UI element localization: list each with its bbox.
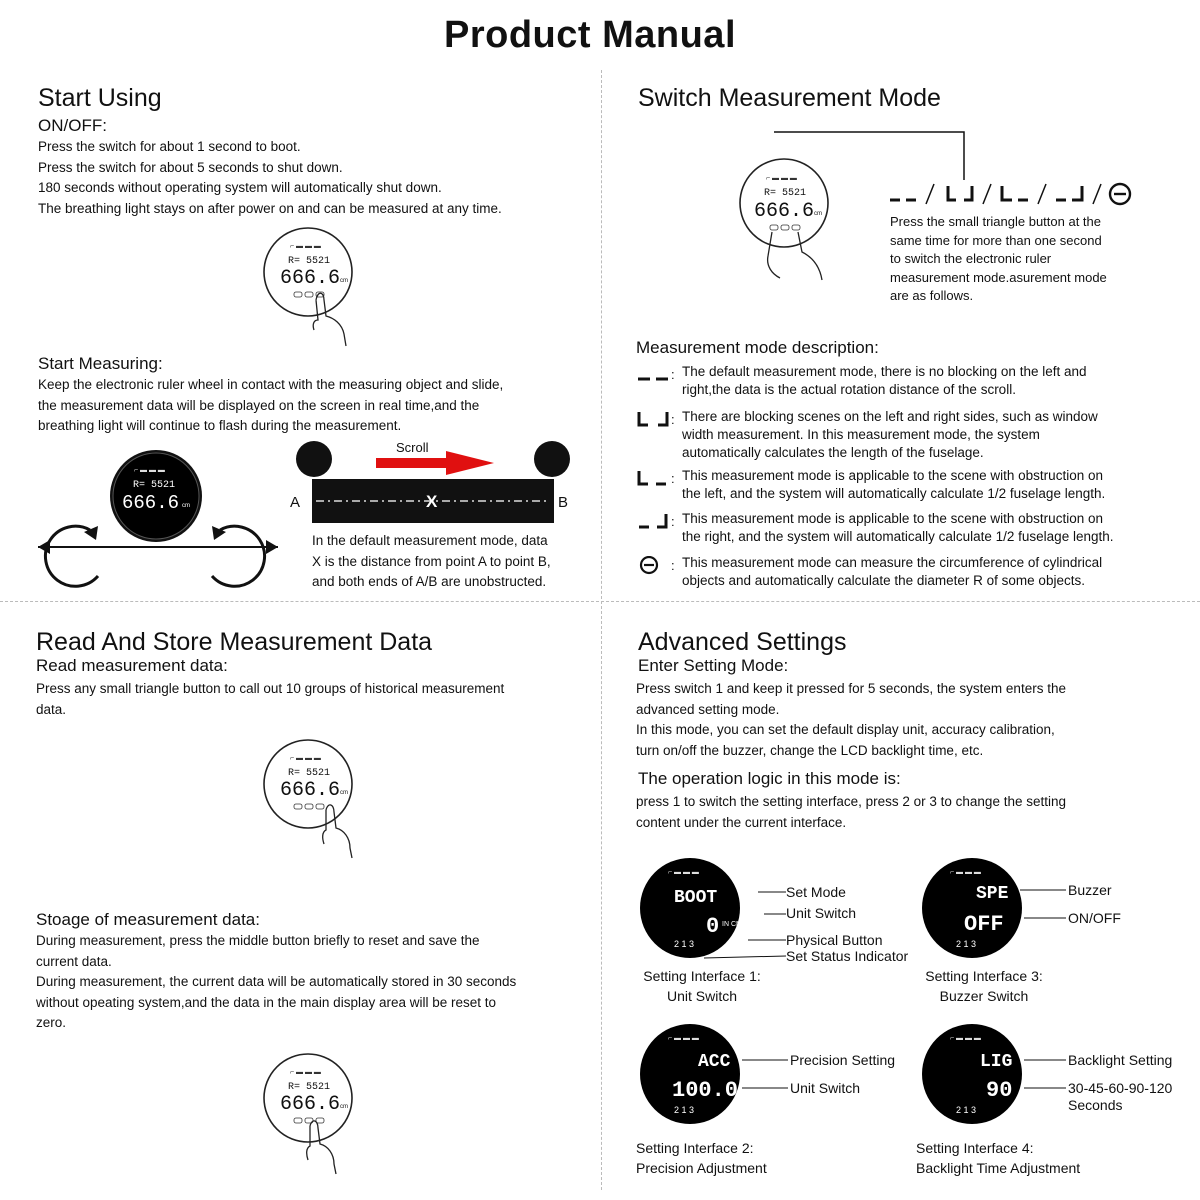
scroll-desc-line: X is the distance from point A to point B,	[312, 553, 551, 569]
onoff-line: The breathing light stays on after power on and can be measured at any time.	[38, 200, 502, 216]
device-top-line: R= 5521	[288, 1082, 331, 1093]
caption-line: Precision Adjustment	[636, 1160, 767, 1176]
read-line: data.	[36, 701, 67, 717]
onoff-line: Press the switch for about 5 seconds to shut down.	[38, 159, 343, 175]
interface-buttons: 2 1 3	[674, 1105, 695, 1115]
read-data-text	[36, 679, 504, 720]
setting-interface-3-display	[920, 852, 1080, 972]
device-top-line: R= 5521	[764, 188, 807, 199]
interface-1-label-unit-switch: Unit Switch	[786, 905, 857, 921]
interface-2-label-unit-switch: Unit Switch	[790, 1080, 861, 1096]
device-main-value: 666.6	[122, 492, 180, 514]
interface-4-label-seconds-values: 30-45-60-90-120	[1068, 1080, 1173, 1096]
device-top-line: R= 5521	[133, 480, 176, 491]
svg-text:⌐ ▬ ▬ ▬: ⌐ ▬ ▬ ▬	[290, 1069, 321, 1076]
point-x-label: X	[426, 492, 438, 511]
svg-text::: :	[671, 558, 675, 573]
setting-interface-2-display	[638, 1018, 798, 1138]
onoff-line: 180 seconds without operating system will automatically shut down.	[38, 180, 442, 195]
interface-1-label-physical-button: Physical Button	[786, 932, 883, 948]
caption-line: Setting Interface 4:	[916, 1140, 1034, 1156]
interface-unit: IN CM	[722, 921, 742, 928]
mode-line: the right, and the system will automatically calculate 1/2 fuselage length.	[682, 529, 1114, 544]
measuring-line: breathing light will continue to flash during the measurement.	[38, 418, 402, 433]
interface-top-value: LIG	[980, 1052, 1013, 1072]
start-measuring-title: Start Measuring:	[38, 354, 163, 373]
caption-line: Buzzer Switch	[939, 988, 1029, 1004]
mode-description-title: Measurement mode description:	[636, 338, 879, 357]
device-unit: cm	[814, 211, 822, 217]
mode-none-icon	[636, 365, 676, 385]
device-main-value: 666.6	[280, 267, 341, 290]
onoff-text	[38, 137, 502, 219]
storage-line: without opeating system,and the data in the main display area will be reset to	[36, 994, 497, 1010]
onoff-title: ON/OFF:	[38, 116, 107, 135]
caption-line: Backlight Time Adjustment	[916, 1160, 1081, 1176]
point-a-label: A	[290, 494, 301, 511]
mode-line: automatically calculates the length of the fuselage.	[682, 445, 984, 460]
svg-text:⌐ ▬ ▬ ▬: ⌐ ▬ ▬ ▬	[290, 243, 321, 250]
mode-text	[682, 363, 1192, 399]
svg-text:⌐ ▬ ▬ ▬: ⌐ ▬ ▬ ▬	[134, 467, 165, 474]
mode-line: width measurement. In this measurement mode, the system	[682, 427, 1040, 442]
mode-text	[682, 467, 1192, 503]
read-device-illustration	[260, 732, 370, 862]
mode-line: There are blocking scenes on the left and right sides, such as window	[682, 409, 1098, 424]
storage-line: current data.	[36, 953, 112, 969]
interface-1-caption	[636, 966, 768, 1006]
enter-setting-title: Enter Setting Mode:	[638, 656, 789, 675]
storage-title: Stoage of measurement data:	[36, 910, 260, 929]
logic-line: press 1 to switch the setting interface, press 2 or 3 to change the setting	[636, 794, 1066, 809]
caption-line: Unit Switch	[666, 988, 738, 1004]
read-line: Press any small triangle button to call out 10 groups of historical measurement	[36, 681, 505, 696]
caption-line: Setting Interface 2:	[636, 1140, 754, 1156]
mode-text	[682, 554, 1192, 590]
start-using-heading: Start Using	[38, 84, 162, 112]
storage-line: During measurement, the current data will be automatically stored in 30 seconds	[36, 974, 517, 989]
svg-text:⌐ ▬ ▬ ▬: ⌐ ▬ ▬ ▬	[950, 869, 981, 876]
interface-buttons: 2 1 3	[674, 939, 695, 949]
interface-bottom-value: 90	[986, 1078, 1013, 1103]
onoff-line: Press the switch for about 1 second to boot.	[38, 139, 301, 154]
interface-top-value: SPE	[976, 884, 1009, 904]
interface-3-caption	[914, 966, 1054, 1006]
svg-text:⌐ ▬ ▬ ▬: ⌐ ▬ ▬ ▬	[668, 1035, 699, 1042]
interface-3-label-buzzer: Buzzer	[1068, 882, 1112, 898]
switch-mode-desc-line: are as follows.	[890, 288, 974, 303]
interface-bottom-value: OFF	[964, 912, 1004, 937]
enter-line: advanced setting mode.	[636, 701, 780, 717]
operation-logic-title: The operation logic in this mode is:	[638, 769, 901, 788]
measuring-line: Keep the electronic ruler wheel in contact with the measuring object and slide,	[38, 377, 504, 392]
advanced-heading: Advanced Settings	[638, 628, 847, 656]
rolling-device-illustration	[30, 450, 290, 595]
switch-mode-desc-line: Press the small triangle button at the	[890, 214, 1102, 229]
read-data-title: Read measurement data:	[36, 656, 228, 675]
switch-mode-desc-line: measurement mode.asurement mode	[890, 269, 1107, 285]
interface-buttons: 2 1 3	[956, 939, 977, 949]
scroll-distance-diagram	[286, 435, 586, 535]
scroll-desc-line: and both ends of A/B are unobstructed.	[312, 574, 547, 589]
switch-mode-heading: Switch Measurement Mode	[638, 84, 941, 112]
enter-line: Press switch 1 and keep it pressed for 5 seconds, the system enters the	[636, 681, 1066, 696]
logic-line: content under the current interface.	[636, 814, 847, 830]
interface-top-value: BOOT	[674, 888, 718, 908]
mode-line: objects and automatically calculate the diameter R of some objects.	[682, 573, 1085, 588]
svg-text:⌐ ▬ ▬ ▬: ⌐ ▬ ▬ ▬	[668, 869, 699, 876]
svg-text::: :	[671, 471, 675, 486]
measuring-line: the measurement data will be displayed on the screen in real time,and the	[38, 397, 480, 413]
interface-4-label-seconds: Seconds	[1068, 1097, 1123, 1113]
mode-sequence-icons	[888, 178, 1168, 208]
interface-bottom-value: 0	[706, 914, 720, 939]
interface-1-label-status-indicator: Set Status Indicator	[786, 948, 909, 964]
mode-line: This measurement mode is applicable to the scene with obstruction on	[682, 511, 1103, 526]
mode-line: This measurement mode is applicable to the scene with obstruction on	[682, 468, 1103, 483]
caption-line: Setting Interface 1:	[643, 968, 761, 984]
interface-bottom-value: 100.0	[672, 1078, 739, 1103]
mode-line: right,the data is the actual rotation distance of the scroll.	[682, 382, 1016, 397]
read-store-heading: Read And Store Measurement Data	[36, 628, 433, 656]
horizontal-divider	[0, 601, 1200, 602]
svg-text:⌐ ▬ ▬ ▬: ⌐ ▬ ▬ ▬	[950, 1035, 981, 1042]
svg-text::: :	[671, 412, 675, 427]
svg-text:⌐ ▬ ▬ ▬: ⌐ ▬ ▬ ▬	[766, 175, 797, 182]
storage-line: During measurement, press the middle button briefly to reset and save the	[36, 933, 480, 948]
scroll-desc-line: In the default measurement mode, data	[312, 533, 548, 548]
mode-line: This measurement mode can measure the circumference of cylindrical	[682, 555, 1103, 570]
vertical-divider	[601, 70, 602, 1190]
interface-2-label-precision: Precision Setting	[790, 1052, 896, 1068]
interface-4-label-backlight: Backlight Setting	[1068, 1052, 1173, 1068]
scroll-description	[312, 531, 551, 593]
switch-mode-desc-line: same time for more than one second	[890, 232, 1102, 248]
device-unit: cm	[340, 1104, 348, 1110]
enter-setting-text	[636, 679, 1066, 761]
scroll-label: Scroll	[396, 440, 429, 455]
page-title: Product Manual	[443, 14, 737, 56]
mode-both-icon	[636, 410, 676, 430]
device-with-hand-illustration	[260, 220, 370, 350]
switch-mode-desc-line: to switch the electronic ruler	[890, 251, 1052, 266]
mode-line: The default measurement mode, there is no blocking on the left and	[682, 364, 1087, 379]
switch-mode-description	[890, 213, 1107, 306]
storage-text	[36, 931, 516, 1034]
device-top-line: R= 5521	[288, 768, 331, 779]
setting-interface-4-display	[920, 1018, 1080, 1138]
mode-circle-icon	[636, 556, 676, 576]
svg-text:⌐ ▬ ▬ ▬: ⌐ ▬ ▬ ▬	[290, 755, 321, 762]
caption-line: Setting Interface 3:	[925, 968, 1043, 984]
interface-4-caption	[916, 1138, 1116, 1178]
interface-3-label-onoff: ON/OFF	[1068, 910, 1121, 926]
device-top-line: R= 5521	[288, 256, 331, 267]
svg-text::: :	[671, 367, 675, 382]
device-unit: cm	[340, 278, 348, 284]
svg-text::: :	[671, 514, 675, 529]
interface-1-label-set-mode: Set Mode	[786, 884, 846, 900]
device-main-value: 666.6	[754, 200, 815, 223]
mode-left-icon	[636, 469, 676, 489]
operation-logic-text	[636, 792, 1066, 833]
interface-2-caption	[636, 1138, 786, 1178]
interface-top-value: ACC	[698, 1052, 731, 1072]
device-main-value: 666.6	[280, 779, 341, 802]
interface-buttons: 2 1 3	[956, 1105, 977, 1115]
storage-device-illustration	[260, 1046, 370, 1176]
point-b-label: B	[558, 494, 569, 511]
mode-line: the left, and the system will automatically calculate 1/2 fuselage length.	[682, 486, 1106, 501]
storage-line: zero.	[36, 1015, 67, 1030]
enter-line: In this mode, you can set the default display unit, accuracy calibration,	[636, 722, 1055, 737]
mode-right-icon	[636, 512, 676, 532]
enter-line: turn on/off the buzzer, change the LCD backlight time, etc.	[636, 742, 984, 758]
measuring-text	[38, 375, 503, 437]
mode-text	[682, 408, 1192, 462]
device-main-value: 666.6	[280, 1093, 341, 1116]
mode-text	[682, 510, 1192, 546]
device-unit: cm	[182, 503, 190, 509]
device-unit: cm	[340, 790, 348, 796]
